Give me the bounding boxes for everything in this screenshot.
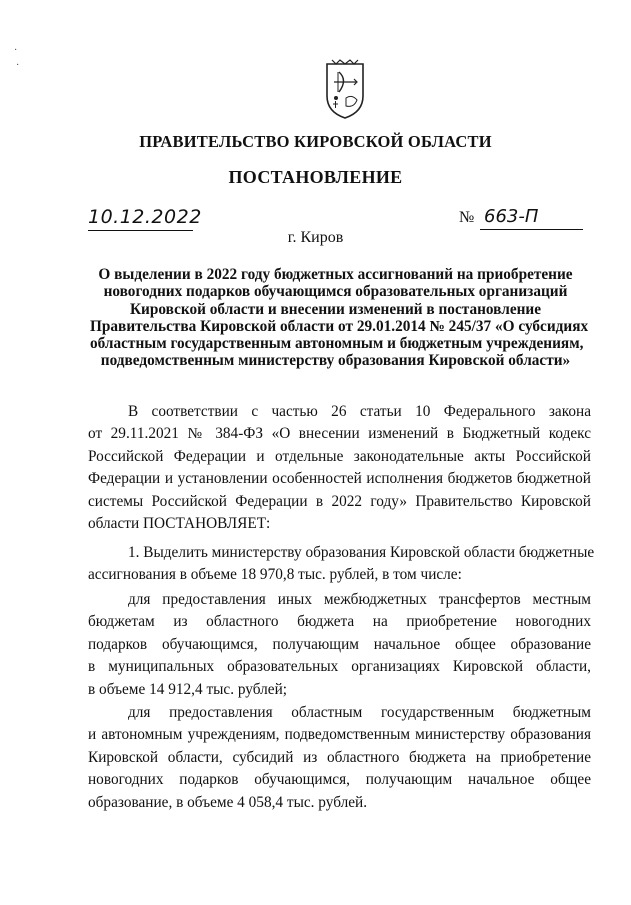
title-line: областным государственным автономным и бюджетным учреждениям,	[90, 335, 584, 353]
title-line: О выделении в 2022 году бюджетных ассигнований на приобретение	[98, 266, 573, 283]
scan-speck: ·	[16, 60, 20, 71]
paragraph-subitem-2	[88, 702, 591, 814]
title-line: новогодних подарков обучающимся образовательных организаций	[103, 283, 568, 301]
text-line: для предоставления областным государственным бюджетным	[128, 704, 591, 721]
text-line: В соответствии с частью 26 статьи 10 Федерального закона	[128, 403, 591, 420]
text-line: для предоставления иных межбюджетных трансфертов местным	[128, 591, 591, 608]
city: г. Киров	[287, 229, 344, 246]
title-line: подведомственным министерству образования Кировской области»	[100, 352, 571, 370]
text-line: Кировской области, субсидий из областного бюджета на приобретение	[88, 748, 591, 766]
document-title	[90, 266, 589, 370]
text-line: подарков обучающимся, получающим начальное общее образование	[88, 635, 591, 653]
text-line: Российской Федерации и отдельные законодательные акты Российской	[88, 447, 591, 465]
text-line: ассигнования в объеме 18 970,8 тыс. рублей, в том числе:	[88, 566, 462, 584]
text-line: системы Российской Федерации в 2022 году» Правительство Кировской	[88, 492, 591, 510]
text-line: Федерации и установлении особенностей исполнения бюджетов бюджетной	[88, 470, 591, 488]
title-line: Кировской области и внесении изменений в постановление	[129, 300, 542, 318]
document-date: 10.12.2022	[88, 206, 193, 231]
text-line: в муниципальных образовательных организациях Кировской области,	[88, 658, 591, 676]
text-line: новогодних подарков обучающимся, получающим начальное общее	[88, 771, 591, 789]
government-name: ПРАВИТЕЛЬСТВО КИРОВСКОЙ ОБЛАСТИ	[139, 132, 492, 151]
scan-speck: ·	[14, 45, 18, 56]
text-line: области ПОСТАНОВЛЯЕТ:	[88, 515, 271, 533]
paragraph-preamble	[88, 401, 591, 535]
paragraph-subitem-1	[88, 589, 591, 701]
text-line: 1. Выделить министерству образования Кировской области бюджетные	[128, 544, 595, 561]
title-line: Правительства Кировской области от 29.01.2014 № 245/37 «О субсидиях	[90, 317, 589, 335]
paragraph-item-1	[88, 542, 595, 587]
text-line: от 29.11.2021 № 384-ФЗ «О внесении изменений в Бюджетный кодекс	[88, 425, 591, 443]
document-number: 663-П	[480, 206, 583, 230]
text-line: бюджетам из областного бюджета на приобретение новогодних	[88, 613, 591, 631]
number-label: №	[459, 209, 475, 226]
text-line: образование, в объеме 4 058,4 тыс. рублей.	[88, 793, 368, 811]
text-line: в объеме 14 912,4 тыс. рублей;	[88, 680, 288, 698]
coat-of-arms-icon	[324, 58, 366, 120]
text-line: и автономным учреждениям, подведомственным министерству образования	[88, 726, 591, 744]
document-type: ПОСТАНОВЛЕНИЕ	[228, 167, 403, 187]
